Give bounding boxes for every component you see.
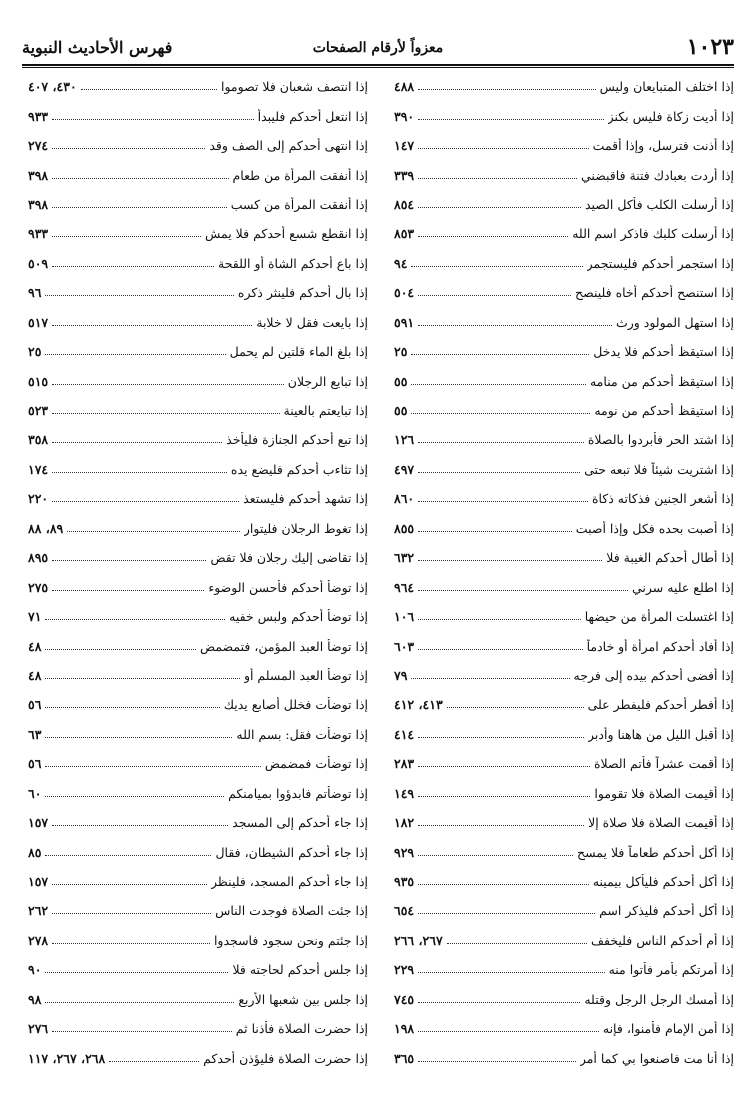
index-entry [394,749,734,778]
page-reference: ٨٩، ٨٨ [28,520,64,536]
hadith-text: إذا توضأت فقل: بسم الله [236,726,368,742]
index-entry [28,308,368,337]
page-reference: ٧١ [28,609,42,625]
dot-leader [418,472,580,473]
index-entry [28,455,368,484]
hadith-text: إذا اشتريت شيئاً فلا تبعه حتى [584,461,734,477]
index-entry [28,720,368,749]
index-entry [28,985,368,1014]
index-entry [28,425,368,454]
hadith-text: إذا أفطر أحدكم فليفطر على [587,697,734,713]
page-reference: ٧٩ [394,667,408,683]
dot-leader [418,531,572,532]
page-reference: ٦٠٣ [394,638,415,654]
hadith-text: إذا استجمر أحدكم فليستجمر [586,255,734,271]
hadith-text: إذا اختلف المتبايعان وليس [599,79,734,95]
dot-leader [411,266,582,267]
page-reference: ٤٣٠، ٤٠٧ [28,79,77,95]
dot-leader [52,325,252,326]
dot-leader [418,913,595,914]
page-reference: ٢٥ [394,344,408,360]
index-entry [394,219,734,248]
page-reference: ٩٣٥ [394,874,415,890]
page-reference: ٢٧٦ [28,1021,49,1037]
hadith-text: إذا أذنت فترسل، وإذا أقمت [592,138,734,154]
dot-leader [418,325,612,326]
page-reference: ٣٣٩ [394,167,415,183]
dot-leader [418,148,589,149]
dot-leader [52,560,206,561]
index-entry [394,190,734,219]
page-reference: ٥٥ [394,373,408,389]
hadith-text: إذا توضأت فخلل أصابع يديك [223,697,368,713]
index-entry [28,602,368,631]
dot-leader [52,413,279,414]
index-entry [28,484,368,513]
index-entry [394,896,734,925]
dot-leader [418,825,584,826]
page-number: ١٠٢٣ [686,34,734,60]
dot-leader [52,384,284,385]
index-entry [394,72,734,101]
page-reference: ٥٥ [394,403,408,419]
dot-leader [418,855,573,856]
dot-leader [52,442,222,443]
page-reference: ٩٢٩ [394,844,415,860]
hadith-text: إذا أكل أحدكم فليأكل بيمينه [592,874,734,890]
dot-leader [418,236,568,237]
dot-leader [45,855,211,856]
dot-leader [52,207,227,208]
index-entry [394,308,734,337]
hadith-text: إذا أقبل الليل من هاهنا وأدبر [588,726,734,742]
index-entry [394,543,734,572]
page-reference: ١٧٤ [28,461,49,477]
hadith-text: إذا توضأت فمضمض [264,756,368,772]
hadith-text: إذا حضرت الصلاة فليؤذن أحدكم [203,1050,368,1066]
hadith-text: إذا تشهد أحدكم فليستعذ [243,491,368,507]
page-reference: ١٨٢ [394,815,415,831]
page-reference: ٣٥٨ [28,432,49,448]
hadith-text: إذا اشتد الحر فأبردوا بالصلاة [587,432,734,448]
dot-leader [45,796,224,797]
hadith-text: إذا أرسلت كلبك فاذكر اسم الله [572,226,734,242]
index-entry [394,131,734,160]
page-header [22,24,734,64]
index-entry [394,278,734,307]
index-entry [28,337,368,366]
index-entry [28,808,368,837]
page-reference: ٢٧٨ [28,932,49,948]
index-entry [28,572,368,601]
page-reference: ٢٢٠ [28,491,49,507]
hadith-text: إذا حضرت الصلاة فأذنا ثم [235,1021,368,1037]
page-reference: ٥٠٩ [28,255,49,271]
page-reference: ٣٩٨ [28,196,49,212]
index-entry [394,808,734,837]
index-entry [394,985,734,1014]
dot-leader [418,649,582,650]
hadith-text: إذا توضأ العبد المسلم أو [243,667,368,683]
page-reference: ٦٣٢ [394,550,415,566]
hadith-text: إذا تثاءب أحدكم فليضع يده [230,461,368,477]
hadith-text: إذا استيقظ أحدكم من نومه [594,403,734,419]
hadith-text: إذا أنا مت فاصنعوا بي كما أمر [579,1050,734,1066]
hadith-text: إذا تبايع الرجلان [287,373,368,389]
hadith-text: إذا انتصف شعبان فلا تصوموا [220,79,368,95]
index-entry [394,837,734,866]
index-column-left [28,72,368,1073]
dot-leader [418,796,590,797]
page-reference: ٨٥ [28,844,42,860]
dot-leader [109,1061,199,1062]
dot-leader [45,295,233,296]
index-entry [28,867,368,896]
dot-leader [52,590,204,591]
dot-leader [45,766,260,767]
dot-leader [411,678,569,679]
hadith-text: إذا أقيمت الصلاة فلا صلاة إلا [588,815,734,831]
dot-leader [418,766,590,767]
index-entry [394,690,734,719]
page-reference: ١٩٨ [394,1021,415,1037]
page-reference: ٩٣٣ [28,226,49,242]
page-reference: ٥٦ [28,756,42,772]
hadith-text: إذا أفضى أحدكم بيده إلى فرجه [573,667,734,683]
index-entry [28,661,368,690]
page-reference: ٨٦٠ [394,491,415,507]
hadith-text: إذا انتهى أحدكم إلى الصف وقد [209,138,368,154]
dot-leader [81,89,217,90]
hadith-text: إذا أردت بعبادك فتنة فاقبضني [581,167,734,183]
page-reference: ٥٢٣ [28,403,49,419]
hadith-text: إذا جئتم ونحن سجود فاسجدوا [213,932,368,948]
hadith-text: إذا توضأ أحدكم ولبس خفيه [229,609,368,625]
hadith-text: إذا استنصح أحدكم أخاه فلينصح [575,285,734,301]
page-reference: ١٠٦ [394,609,415,625]
page-reference: ٩٣٣ [28,108,49,124]
page-reference: ٦٥٤ [394,903,415,919]
hadith-text: إذا انقطع شسع أحدكم فلا يمش [205,226,368,242]
index-entry [394,572,734,601]
index-entry [28,690,368,719]
page-reference: ١٥٧ [28,874,49,890]
page-reference: ٨٩٥ [28,550,49,566]
dot-leader [52,1031,232,1032]
index-column-right [394,72,734,1073]
index-entry [394,396,734,425]
dot-leader [52,178,228,179]
page-reference: ٧٤٥ [394,991,415,1007]
hadith-text: إذا استيقظ أحدكم فلا يدخل [593,344,734,360]
hadith-text: إذا أقمت عشراً فأتم الصلاة [593,756,734,772]
hadith-text: إذا انتعل أحدكم فليبدأ [257,108,368,124]
page-reference: ٨٥٣ [394,226,415,242]
index-entry [394,926,734,955]
dot-leader [52,148,205,149]
dot-leader [52,236,201,237]
dot-leader [45,737,232,738]
page-reference: ٤٨ [28,667,42,683]
page-title: فهرس الأحاديث النبوية [22,38,173,57]
index-entry [28,396,368,425]
page-reference: ٨٥٥ [394,520,415,536]
index-entry [394,720,734,749]
dot-leader [45,354,225,355]
dot-leader [418,1002,580,1003]
page-reference: ٦٣ [28,726,42,742]
index-entry [28,278,368,307]
page-reference: ٩٨ [28,991,42,1007]
dot-leader [52,825,228,826]
index-entry [394,514,734,543]
index-entry [28,1014,368,1043]
hadith-text: إذا توضأتم فابدؤوا بميامنكم [228,785,368,801]
dot-leader [52,119,253,120]
page-reference: ٩٦٤ [394,579,415,595]
index-entry [394,661,734,690]
page-reference: ٢٦٢ [28,903,49,919]
index-entry [28,779,368,808]
hadith-text: إذا بلغ الماء قلتين لم يحمل [229,344,368,360]
page-reference: ٥٠٤ [394,285,415,301]
hadith-text: إذا تقاضى إليك رجلان فلا تقض [210,550,368,566]
hadith-text: إذا تبايعتم بالعينة [283,403,368,419]
hadith-text: إذا أشعر الجنين فذكاته ذكاة [591,491,734,507]
hadith-text: إذا أقيمت الصلاة فلا تقوموا [594,785,734,801]
page-reference: ٣٩٨ [28,167,49,183]
index-entry [394,101,734,130]
hadith-text: إذا استهل المولود ورث [615,314,734,330]
page-reference: ٦٠ [28,785,42,801]
dot-leader [418,207,581,208]
dot-leader [67,531,240,532]
index-entry [28,1043,368,1072]
dot-leader [447,707,584,708]
page-reference: ٤٨ [28,638,42,654]
index-entry [394,484,734,513]
page-reference: ٥٦ [28,697,42,713]
page-reference: ٩٦ [28,285,42,301]
page-reference: ١٥٧ [28,815,49,831]
page-reference: ٢٦٧، ٢٦٦ [394,932,443,948]
index-entry [394,1014,734,1043]
dot-leader [447,943,587,944]
hadith-text: إذا أم أحدكم الناس فليخفف [591,932,734,948]
index-entry [394,867,734,896]
hadith-text: إذا باع أحدكم الشاة أو اللقحة [218,255,368,271]
index-entry [28,131,368,160]
hadith-text: إذا أفاد أحدكم امرأة أو خادماً [586,638,734,654]
hadith-text: إذا أمرتكم بأمر فأتوا منه [608,962,734,978]
dot-leader [418,884,589,885]
hadith-text: إذا جئت الصلاة فوجدت الناس [215,903,368,919]
dot-leader [52,943,210,944]
index-entry [394,955,734,984]
index-entry [28,543,368,572]
hadith-text: إذا أطال أحدكم الغيبة فلا [606,550,734,566]
page-reference: ١٤٧ [394,138,415,154]
dot-leader [418,972,604,973]
hadith-text: إذا جلس بين شعبها الأربع [238,991,368,1007]
dot-leader [45,972,228,973]
dot-leader [411,413,590,414]
dot-leader [52,913,211,914]
index-entry [394,366,734,395]
dot-leader [45,649,196,650]
index-entry [394,602,734,631]
page-reference: ٩٠ [28,962,42,978]
index-entry [28,160,368,189]
page-reference: ٢٧٥ [28,579,49,595]
hadith-text: إذا أديت زكاة فليس بكنز [607,108,734,124]
page-reference: ٤١٣، ٤١٢ [394,697,443,713]
hadith-text: إذا أنفقت المرأة من طعام [232,167,368,183]
dot-leader [418,89,595,90]
page-reference: ٥١٧ [28,314,49,330]
index-entry [28,101,368,130]
hadith-text: إذا أصبت بحده فكل وإذا أصبت [575,520,734,536]
index-entry [28,926,368,955]
hadith-text: إذا أنفقت المرأة من كسب [230,196,368,212]
hadith-text: إذا توضأ العبد المؤمن، فتمضمض [200,638,368,654]
page-reference: ١٢٦ [394,432,415,448]
index-entry [28,366,368,395]
hadith-text: إذا أرسلت الكلب فأكل الصيد [584,196,734,212]
index-entry [28,631,368,660]
hadith-text: إذا اغتسلت المرأة من حيضها [584,609,734,625]
hadith-text: إذا اطلع عليه سرني [632,579,734,595]
dot-leader [45,678,240,679]
hadith-text: إذا جاء أحدكم المسجد، فلينظر [211,874,368,890]
page-reference: ٢٨٣ [394,756,415,772]
index-entry [28,249,368,278]
header-rule [22,64,734,66]
index-entry [394,1043,734,1072]
index-entry [394,160,734,189]
index-entry [28,955,368,984]
hadith-text: إذا أكل أحدكم فليذكر اسم [599,903,734,919]
hadith-text: إذا جاء أحدكم إلى المسجد [232,815,368,831]
dot-leader [411,354,589,355]
dot-leader [418,619,581,620]
page-reference: ٤٩٧ [394,461,415,477]
dot-leader [418,178,577,179]
dot-leader [52,884,207,885]
dot-leader [45,707,219,708]
hadith-text: إذا استيقظ أحدكم من منامه [589,373,734,389]
header-rule-thin [22,67,734,68]
page-reference: ٣٩٠ [394,108,415,124]
page-subtitle: معزواً لأرقام الصفحات [312,40,444,56]
dot-leader [418,590,628,591]
page-reference: ٨٥٤ [394,196,415,212]
hadith-text: إذا أكل أحدكم طعاماً فلا يمسح [577,844,734,860]
page-reference: ٤٨٨ [394,79,415,95]
page-reference: ٩٤ [394,255,408,271]
page-reference: ٥١٥ [28,373,49,389]
dot-leader [418,442,584,443]
page-reference: ٢٥ [28,344,42,360]
dot-leader [418,295,571,296]
hadith-text: إذا جلس أحدكم لحاجته فلا [232,962,368,978]
page-reference: ٥٩١ [394,314,415,330]
page-reference: ٣٦٥ [394,1050,415,1066]
index-entry [394,631,734,660]
hadith-text: إذا جاء أحدكم الشيطان، فقال [215,844,368,860]
page-reference: ٢٢٩ [394,962,415,978]
dot-leader [45,1002,234,1003]
hadith-text: إذا توضأ أحدكم فأحسن الوضوء [208,579,368,595]
hadith-text: إذا تغوط الرجلان فليتوار [243,520,368,536]
hadith-text: إذا أمسك الرجل الرجل وقتله [584,991,734,1007]
page-reference: ٤١٤ [394,726,415,742]
dot-leader [418,1031,599,1032]
page-reference: ١٤٩ [394,785,415,801]
index-entry [394,455,734,484]
dot-leader [418,1061,576,1062]
hadith-text: إذا بايعت فقل لا خلابة [256,314,368,330]
index-entry [28,190,368,219]
dot-leader [52,472,227,473]
index-entry [28,749,368,778]
hadith-text: إذا بال أحدكم فلينثر ذكره [237,285,368,301]
index-entry [28,72,368,101]
hadith-text: إذا أمن الإمام فأمنوا، فإنه [602,1021,734,1037]
dot-leader [52,266,214,267]
index-entry [28,219,368,248]
dot-leader [52,501,239,502]
dot-leader [418,501,588,502]
dot-leader [418,560,602,561]
index-entry [394,425,734,454]
index-entry [28,514,368,543]
page-reference: ٢٦٨، ٢٦٧، ١١٧ [28,1050,106,1066]
index-entry [28,837,368,866]
page-reference: ٢٧٤ [28,138,49,154]
index-entry [394,779,734,808]
dot-leader [45,619,225,620]
dot-leader [418,119,603,120]
index-entry [394,249,734,278]
index-entry [28,896,368,925]
dot-leader [411,384,586,385]
dot-leader [418,737,584,738]
hadith-text: إذا تبع أحدكم الجنازة فليأخذ [226,432,368,448]
index-entry [394,337,734,366]
